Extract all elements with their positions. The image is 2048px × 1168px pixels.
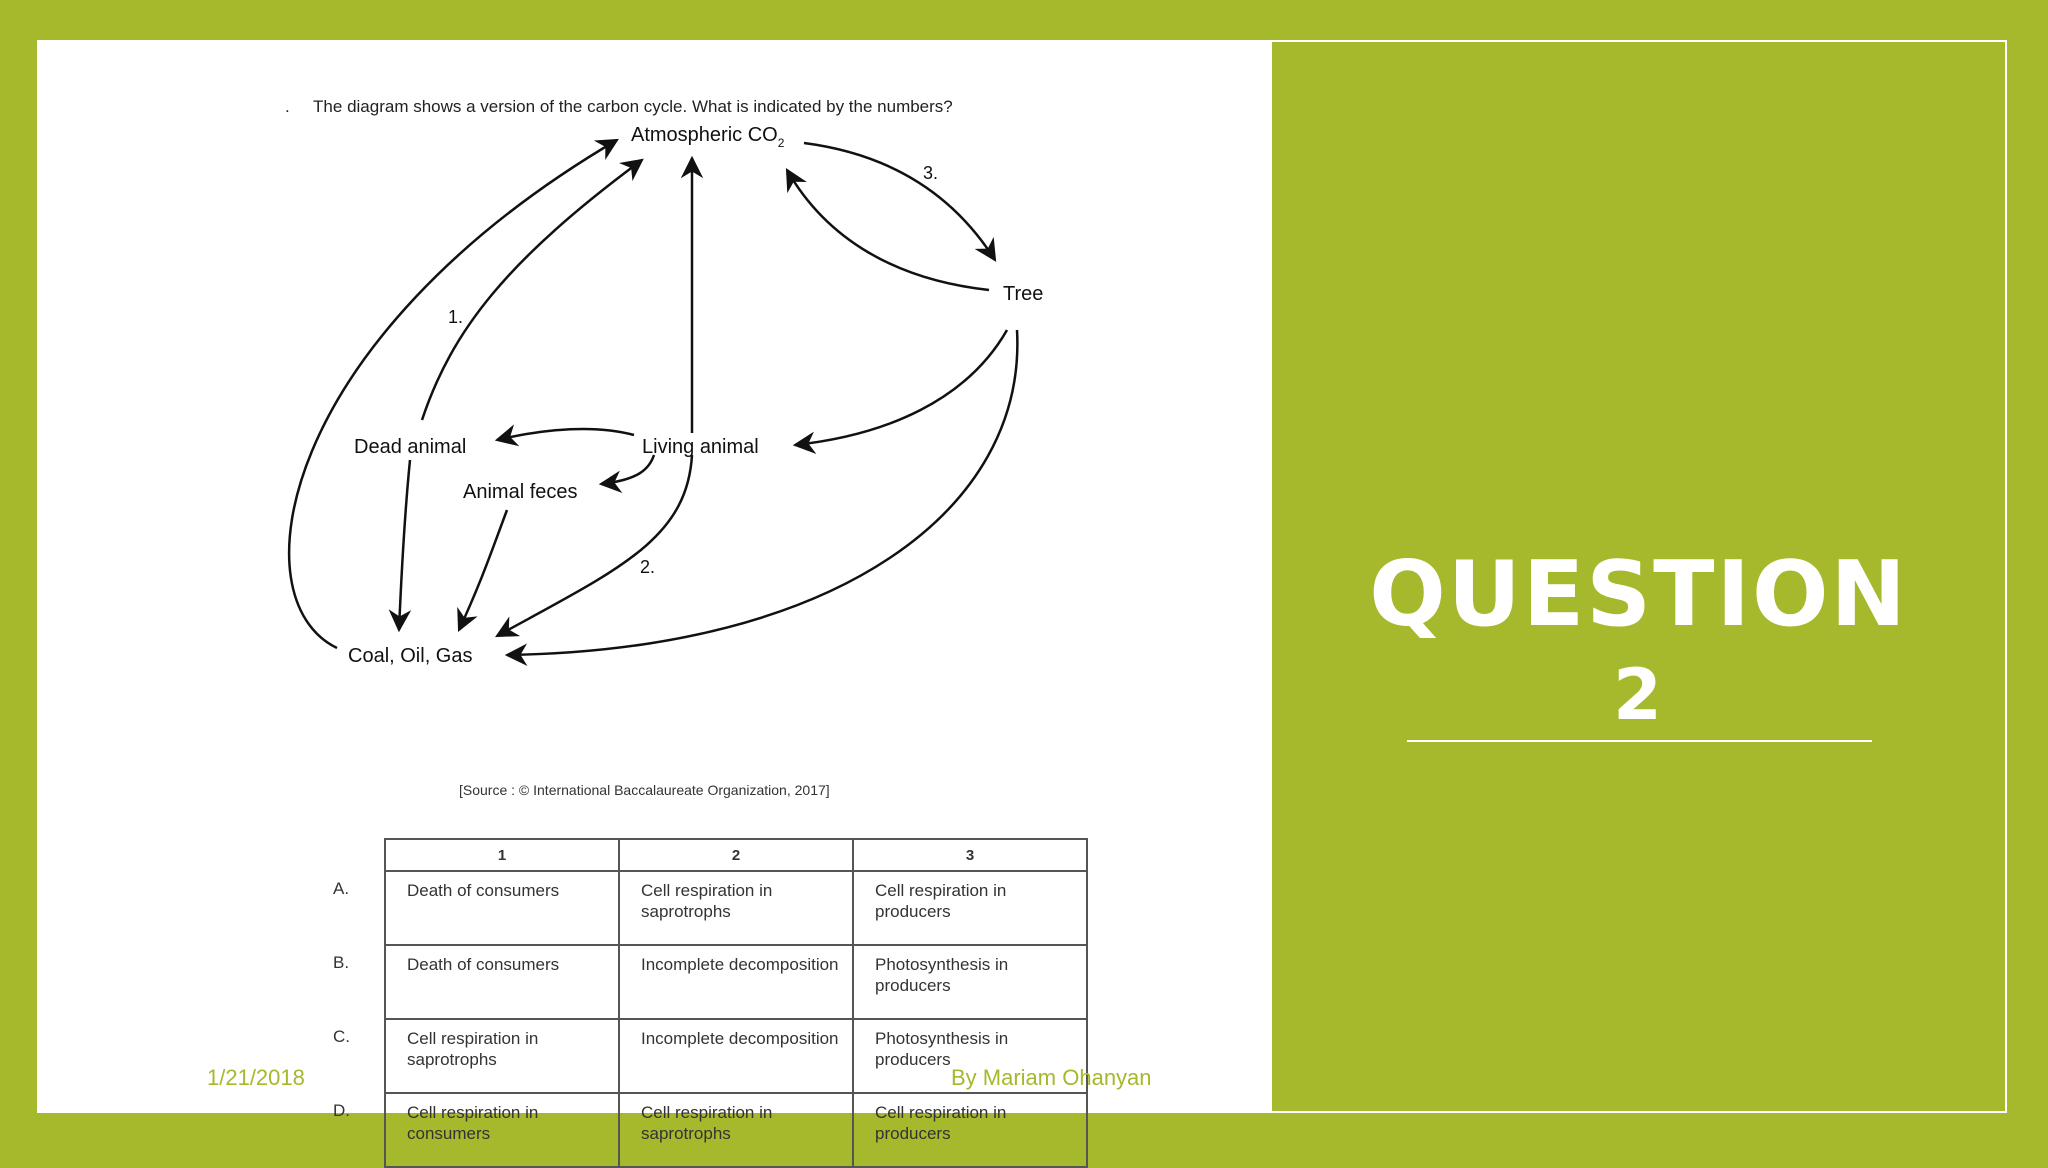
option-letter: D.: [333, 1101, 350, 1120]
table-cell: Death of consumers: [385, 945, 619, 1019]
table-cell: Cell respiration in consumers: [385, 1093, 619, 1167]
arrow-dead-to-atmosphere: [422, 160, 642, 420]
source-citation: [Source : © International Baccalaureate Organization, 2017]: [459, 782, 830, 798]
slide-title-number: 2: [1613, 654, 1664, 736]
table-row: [332, 871, 1087, 945]
table-cell: Cell respiration in saprotrophs: [619, 871, 853, 945]
arrow-living-to-feces: [601, 455, 654, 484]
node-living-animal: Living animal: [642, 436, 759, 458]
label-number-2: 2.: [640, 557, 656, 577]
title-divider: [1407, 740, 1872, 742]
option-letter: C.: [333, 1027, 350, 1046]
node-dead-animal: Dead animal: [354, 436, 467, 458]
node-atmospheric-co2: Atmospheric $CO_2$: [631, 124, 785, 150]
arrow-tree-to-atmosphere: [787, 170, 989, 290]
title-panel: [1270, 40, 2007, 1113]
arrow-fossil-to-atmosphere-outer: [289, 140, 617, 648]
table-row: [332, 1093, 1087, 1167]
arrow-tree-to-fossil: [507, 330, 1017, 655]
table-cell: Incomplete decomposition: [619, 945, 853, 1019]
answer-table: [332, 838, 1088, 1168]
table-cell: Cell respiration in saprotrophs: [385, 1019, 619, 1093]
table-cell: Cell respiration in saprotrophs: [619, 1093, 853, 1167]
footer-date: 1/21/2018: [207, 1065, 305, 1090]
answer-table-corner: [332, 839, 385, 871]
table-cell: Photosynthesis in producers: [853, 945, 1087, 1019]
table-row: [332, 945, 1087, 1019]
node-tree: Tree: [1003, 283, 1044, 305]
question-prompt: The diagram shows a version of the carbon cycle. What is indicated by the numbers?: [313, 97, 953, 116]
column-header-1: 1: [385, 839, 619, 871]
arrow-dead-to-fossil: [399, 460, 410, 630]
node-animal-feces: Animal feces: [463, 481, 578, 503]
option-letter: A.: [333, 879, 350, 898]
arrow-living-to-dead: [497, 429, 634, 440]
table-cell: Photosynthesis in producers: [853, 1019, 1087, 1093]
footer-author: By Mariam Ohanyan: [951, 1065, 1152, 1090]
table-cell: Cell respiration in producers: [853, 871, 1087, 945]
question-image: [37, 40, 1270, 1143]
arrow-feces-to-fossil: [459, 510, 507, 630]
label-number-1: 1.: [448, 307, 464, 327]
arrow-tree-to-living: [795, 330, 1007, 445]
column-header-3: 3: [853, 839, 1087, 871]
answer-table-header: [332, 839, 1087, 871]
carbon-cycle-diagram: [37, 40, 1270, 740]
slide-title: QUESTION: [1369, 542, 1908, 647]
option-letter: B.: [333, 953, 350, 972]
table-cell: Cell respiration in producers: [853, 1093, 1087, 1167]
arrow-atmosphere-to-tree: [804, 143, 995, 260]
column-header-2: 2: [619, 839, 853, 871]
question-bullet: .: [285, 97, 290, 116]
node-coal-oil-gas: Coal, Oil, Gas: [348, 645, 473, 667]
table-cell: Death of consumers: [385, 871, 619, 945]
label-number-3: 3.: [923, 163, 939, 183]
table-cell: Incomplete decomposition: [619, 1019, 853, 1093]
